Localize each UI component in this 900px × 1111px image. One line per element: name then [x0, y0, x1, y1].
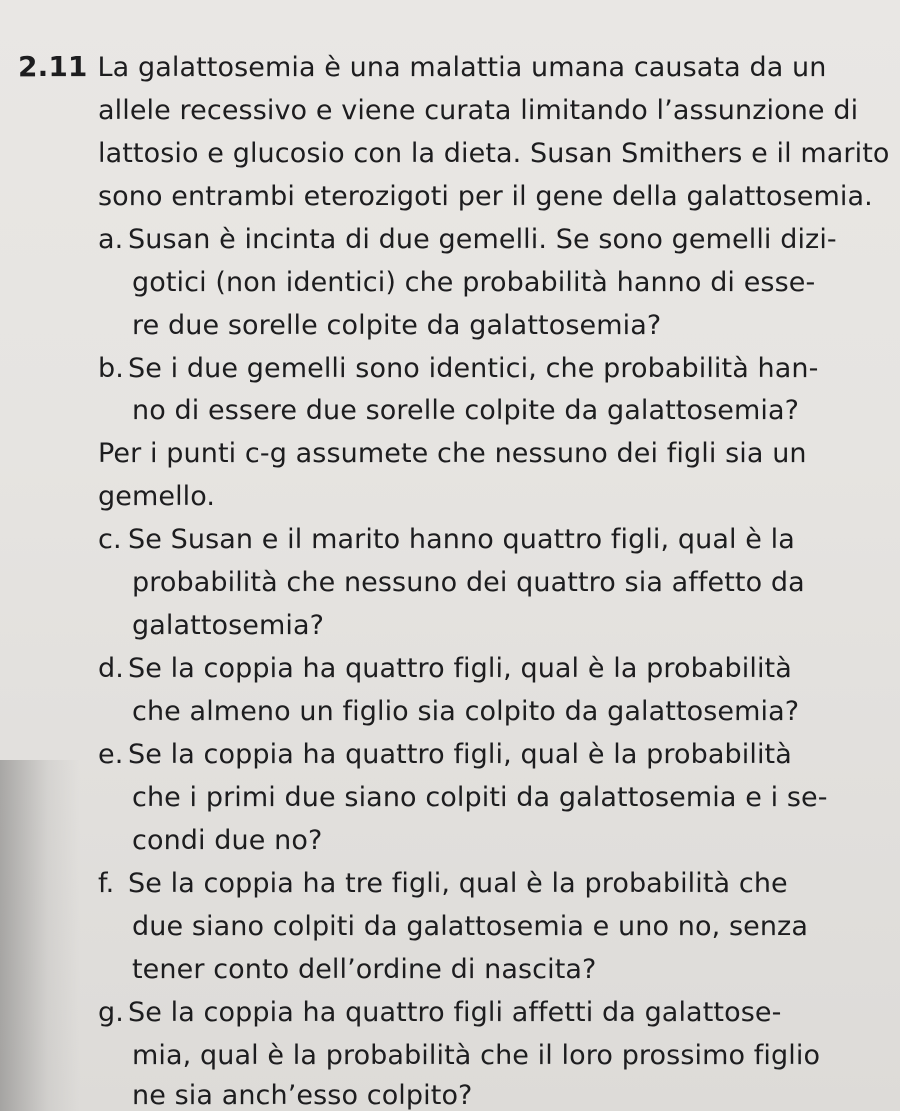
part-c-text-2: probabilità che nessuno dei quattro sia affetto da [132, 567, 805, 598]
part-a-text-2: gotici (non identici) che probabilità hanno di esse- [132, 267, 816, 298]
intro-text-4: sono entrambi eterozigoti per il gene della galattosemia. [98, 181, 873, 212]
problem-number: 2.11 [18, 50, 88, 83]
part-a-line-1 [98, 226, 837, 253]
problem-intro-line-1 [18, 50, 827, 83]
part-f-text-2: due siano colpiti da galattosemia e uno no, senza [132, 911, 808, 942]
part-g-line-1 [98, 999, 781, 1026]
part-e-label: e. [98, 739, 124, 770]
part-a-text-1: Susan è incinta di due gemelli. Se sono gemelli dizi- [128, 224, 837, 255]
part-f-line-1 [98, 870, 788, 897]
part-d-text-2: che almeno un figlio sia colpito da galattosemia? [132, 696, 800, 727]
part-b-line-1 [98, 355, 818, 382]
intro-text-3: lattosio e glucosio con la dieta. Susan Smithers e il marito [98, 138, 890, 169]
part-c-text-3: galattosemia? [132, 610, 325, 641]
part-c-label: c. [98, 524, 122, 555]
intro-text-1: La galattosemia è una malattia umana causata da un [97, 52, 827, 83]
part-a-label: a. [98, 224, 124, 255]
part-b-text-1: Se i due gemelli sono identici, che probabilità han- [128, 353, 819, 384]
part-f-text-1: Se la coppia ha tre figli, qual è la probabilità che [128, 868, 788, 899]
part-d-line-1 [98, 655, 792, 682]
part-g-label: g. [98, 997, 124, 1028]
part-f-text-3: tener conto dell’ordine di nascita? [132, 954, 597, 985]
part-a-text-3: re due sorelle colpite da galattosemia? [132, 310, 662, 341]
note-text-2: gemello. [98, 481, 216, 512]
part-d-text-1: Se la coppia ha quattro figli, qual è la probabilità [128, 653, 792, 684]
part-c-text-1: Se Susan e il marito hanno quattro figli, qual è la [128, 524, 795, 555]
part-e-text-1: Se la coppia ha quattro figli, qual è la probabilità [128, 739, 792, 770]
page-shadow [0, 760, 80, 1111]
part-g-text-1: Se la coppia ha quattro figli affetti da galattose- [128, 997, 782, 1028]
part-e-text-2: che i primi due siano colpiti da galattosemia e i se- [132, 782, 828, 813]
part-f-label: f. [98, 868, 115, 899]
note-text-1: Per i punti c-g assumete che nessuno dei figli sia un [98, 438, 807, 469]
part-e-text-3: condi due no? [132, 825, 323, 856]
part-d-label: d. [98, 653, 124, 684]
part-b-text-2: no di essere due sorelle colpite da galattosemia? [132, 395, 800, 426]
part-c-line-1 [98, 526, 795, 553]
part-e-line-1 [98, 741, 792, 768]
part-b-label: b. [98, 353, 124, 384]
part-g-text-3: ne sia anch’esso colpito? [132, 1080, 473, 1111]
intro-text-2: allele recessivo e viene curata limitando l’assunzione di [98, 95, 859, 126]
part-g-text-2: mia, qual è la probabilità che il loro prossimo figlio [132, 1040, 821, 1071]
